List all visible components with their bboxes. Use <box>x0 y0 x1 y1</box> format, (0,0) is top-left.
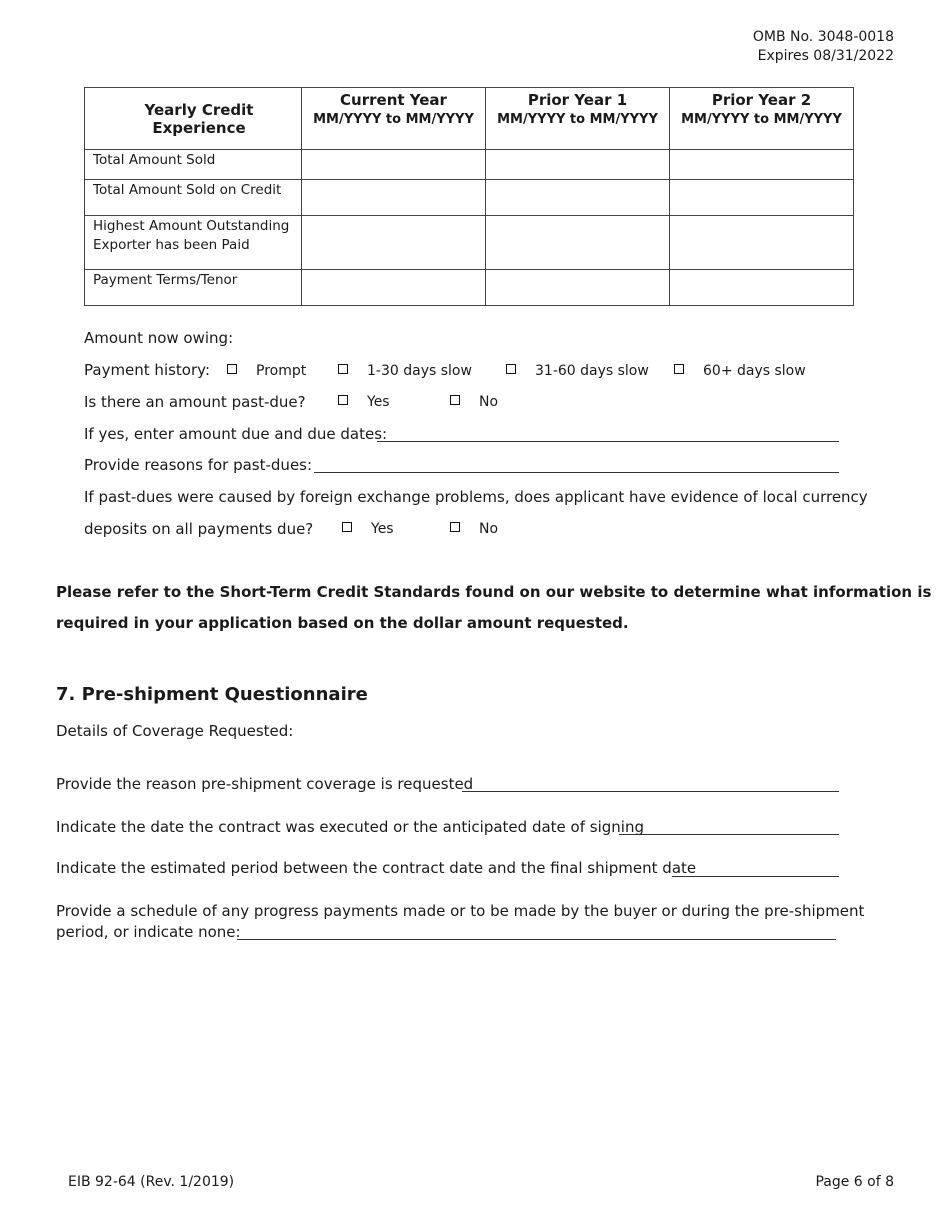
table-row <box>85 216 854 270</box>
table-cell-input[interactable] <box>302 180 486 216</box>
section-7-title: 7. Pre-shipment Questionnaire <box>56 684 368 705</box>
checkbox-past-due-no[interactable] <box>450 395 460 405</box>
amount-due-label: If yes, enter amount due and due dates: <box>84 425 388 443</box>
schedule-input[interactable] <box>237 939 836 940</box>
column-subtitle: MM/YYYY to MM/YYYY <box>681 112 842 127</box>
omb-number: OMB No. 3048-0018 <box>752 29 894 45</box>
column-prior-year-1 <box>486 88 670 150</box>
reason-input[interactable] <box>462 791 839 792</box>
table-title: Yearly Credit Experience <box>85 88 302 150</box>
column-prior-year-2 <box>670 88 854 150</box>
payment-history-label: Payment history: <box>84 361 210 379</box>
row-label-line: Highest Amount Outstanding <box>93 218 290 234</box>
credit-experience-table <box>84 87 854 306</box>
column-title: Current Year <box>340 91 447 109</box>
table-cell-input[interactable] <box>670 216 854 270</box>
table-row <box>85 150 854 180</box>
table-cell-input[interactable] <box>486 150 670 180</box>
table-row <box>85 270 854 306</box>
table-header-row <box>85 88 854 150</box>
form-id: EIB 92-64 (Rev. 1/2019) <box>68 1174 235 1190</box>
row-label-line: Exporter has been Paid <box>93 237 250 253</box>
column-title: Prior Year 1 <box>527 91 628 109</box>
row-label <box>85 216 302 270</box>
checkbox-60-plus-days[interactable] <box>674 364 684 374</box>
contract-date-label: Indicate the date the contract was executed or the anticipated date of signing <box>56 818 644 836</box>
past-due-yes-label: Yes <box>367 394 390 410</box>
column-current-year <box>302 88 486 150</box>
column-title: Prior Year 2 <box>711 91 812 109</box>
amount-due-input[interactable] <box>377 441 839 442</box>
schedule-label-line2: period, or indicate none: <box>56 923 241 941</box>
past-due-question: Is there an amount past-due? <box>84 393 306 411</box>
contract-date-input[interactable] <box>619 834 839 835</box>
table-cell-input[interactable] <box>670 150 854 180</box>
period-input[interactable] <box>672 876 839 877</box>
checkbox-31-60-days[interactable] <box>506 364 516 374</box>
checkbox-fx-yes[interactable] <box>342 522 352 532</box>
past-due-no-label: No <box>479 394 499 410</box>
checkbox-prompt[interactable] <box>227 364 237 374</box>
expiration-date: Expires 08/31/2022 <box>757 48 894 64</box>
option-60-plus-label: 60+ days slow <box>703 363 806 379</box>
option-1-30-label: 1-30 days slow <box>367 363 472 379</box>
checkbox-past-due-yes[interactable] <box>338 395 348 405</box>
column-subtitle: MM/YYYY to MM/YYYY <box>313 112 474 127</box>
reason-label: Provide the reason pre-shipment coverage is requested <box>56 775 474 793</box>
fx-question-line2: deposits on all payments due? <box>84 520 314 538</box>
notice-line1: Please refer to the Short-Term Credit Standards found on our website to determine what information is <box>56 583 932 601</box>
table-cell-input[interactable] <box>486 180 670 216</box>
table-cell-input[interactable] <box>302 150 486 180</box>
table-cell-input[interactable] <box>302 216 486 270</box>
row-label: Payment Terms/Tenor <box>85 270 302 306</box>
reasons-past-due-input[interactable] <box>314 472 839 473</box>
column-subtitle: MM/YYYY to MM/YYYY <box>497 112 658 127</box>
fx-yes-label: Yes <box>371 521 394 537</box>
page-number: Page 6 of 8 <box>815 1174 894 1190</box>
fx-question-line1: If past-dues were caused by foreign exchange problems, does applicant have evidence of local currency <box>84 488 868 506</box>
notice-line2: required in your application based on the dollar amount requested. <box>56 614 629 632</box>
schedule-label-line1: Provide a schedule of any progress payments made or to be made by the buyer or during the pre-shipment <box>56 902 865 920</box>
omb-block <box>753 28 894 66</box>
amount-owing-label: Amount now owing: <box>84 329 234 347</box>
table-row <box>85 180 854 216</box>
table-cell-input[interactable] <box>302 270 486 306</box>
period-label: Indicate the estimated period between the contract date and the final shipment date <box>56 859 697 877</box>
table-cell-input[interactable] <box>486 216 670 270</box>
checkbox-1-30-days[interactable] <box>338 364 348 374</box>
row-label: Total Amount Sold <box>85 150 302 180</box>
coverage-details-label: Details of Coverage Requested: <box>56 722 294 740</box>
table-cell-input[interactable] <box>670 180 854 216</box>
fx-no-label: No <box>479 521 499 537</box>
reasons-past-due-label: Provide reasons for past-dues: <box>84 456 313 474</box>
table-cell-input[interactable] <box>670 270 854 306</box>
option-prompt-label: Prompt <box>256 363 307 379</box>
checkbox-fx-no[interactable] <box>450 522 460 532</box>
table-cell-input[interactable] <box>486 270 670 306</box>
option-31-60-label: 31-60 days slow <box>535 363 649 379</box>
row-label: Total Amount Sold on Credit <box>85 180 302 216</box>
